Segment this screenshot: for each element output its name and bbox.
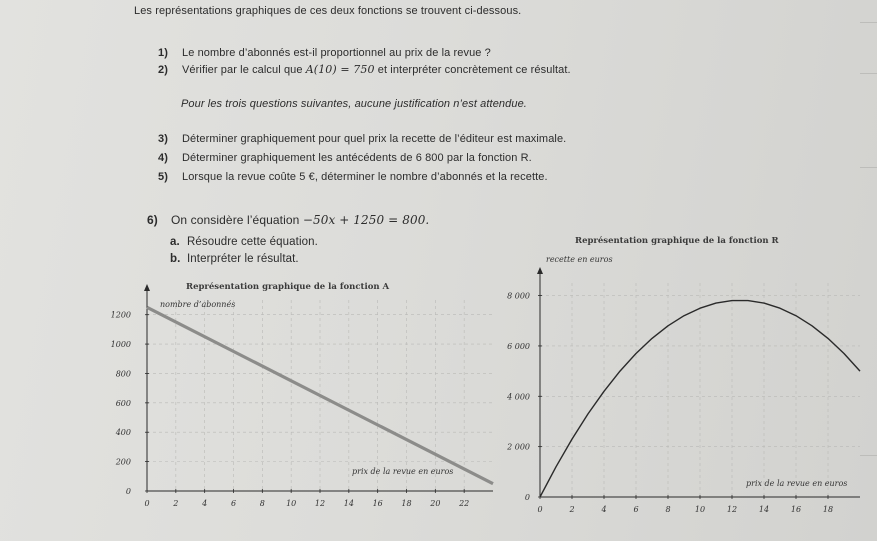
- x-tick-label: 16: [790, 505, 802, 514]
- x-tick-label: 12: [314, 499, 326, 508]
- x-tick-label: 2: [173, 499, 179, 508]
- y-axis-label: nombre d’abonnés: [160, 300, 236, 309]
- x-tick-label: 10: [286, 499, 297, 508]
- question-2-prefix: Vérifier par le calcul que: [182, 64, 306, 76]
- x-tick-label: 6: [230, 499, 237, 508]
- question-6b-number: b.: [170, 253, 181, 265]
- x-tick-label: 16: [372, 499, 383, 508]
- x-tick-label: 2: [569, 505, 575, 514]
- chart-title: Représentation graphique de la fonction R: [575, 236, 779, 246]
- question-3-number: 3): [158, 133, 168, 145]
- y-tick-label: 6 000: [507, 341, 530, 351]
- y-tick-label: 2 000: [507, 442, 530, 452]
- question-1-text: Le nombre d’abonnés est-il proportionnel au prix de la revue ?: [182, 47, 491, 59]
- x-axis-label: prix de la revue en euros: [352, 467, 454, 476]
- y-tick-label: 600: [115, 398, 131, 408]
- x-tick-label: 14: [343, 499, 354, 508]
- question-6-number: 6): [147, 213, 158, 227]
- question-6-prefix: On considère l’équation: [171, 213, 303, 227]
- question-5-number: 5): [158, 171, 168, 183]
- x-tick-label: 22: [459, 499, 470, 508]
- x-tick-label: 8: [665, 505, 671, 514]
- x-axis-label: prix de la revue en euros: [746, 479, 848, 488]
- x-tick-label: 12: [726, 505, 738, 514]
- y-tick-label: 1000: [110, 340, 131, 350]
- question-4-number: 4): [158, 152, 168, 164]
- x-tick-label: 20: [430, 499, 441, 508]
- x-tick-label: 18: [822, 505, 834, 514]
- question-4-text: Déterminer graphiquement les antécédents de 6 800 par la fonction R.: [182, 152, 532, 164]
- y-tick-label: 0: [524, 493, 530, 502]
- x-tick-label: 0: [144, 499, 150, 508]
- y-tick-label: 200: [115, 457, 131, 467]
- x-tick-label: 10: [694, 505, 706, 514]
- y-tick-label: 4 000: [507, 392, 530, 402]
- no-justification-note: Pour les trois questions suivantes, aucune justification n’est attendue.: [181, 98, 527, 110]
- x-tick-label: 14: [758, 505, 770, 514]
- question-6-math: −50x + 1250 = 800.: [302, 213, 430, 227]
- y-tick-label: 800: [115, 369, 131, 379]
- x-tick-label: 4: [601, 505, 607, 514]
- question-2-number: 2): [158, 64, 168, 76]
- x-tick-label: 4: [202, 499, 208, 508]
- question-5-text: Lorsque la revue coûte 5 €, déterminer le nombre d’abonnés et la recette.: [182, 171, 548, 183]
- chart-title: Représentation graphique de la fonction A: [186, 282, 390, 292]
- question-2-suffix: et interpréter concrètement ce résultat.: [374, 64, 571, 76]
- x-tick-label: 6: [633, 505, 639, 514]
- y-tick-label: 400: [115, 428, 131, 438]
- question-2-math: A(10) = 750: [305, 63, 375, 76]
- question-6a-number: a.: [170, 236, 180, 248]
- x-tick-label: 0: [537, 505, 543, 514]
- x-tick-label: 18: [401, 499, 412, 508]
- y-axis-label: recette en euros: [546, 255, 613, 264]
- y-tick-label: 0: [125, 487, 131, 496]
- question-3-text: Déterminer graphiquement pour quel prix la recette de l’éditeur est maximale.: [182, 133, 567, 145]
- question-6a-text: Résoudre cette équation.: [187, 236, 318, 248]
- question-6b-text: Interpréter le résultat.: [187, 253, 299, 265]
- x-tick-label: 8: [259, 499, 265, 508]
- y-tick-label: 8 000: [507, 291, 530, 301]
- y-axis-arrow-icon: [537, 267, 543, 274]
- question-1-number: 1): [158, 47, 168, 59]
- intro-text: Les représentations graphiques de ces deux fonctions se trouvent ci-dessous.: [134, 5, 522, 17]
- y-tick-label: 1200: [110, 310, 131, 320]
